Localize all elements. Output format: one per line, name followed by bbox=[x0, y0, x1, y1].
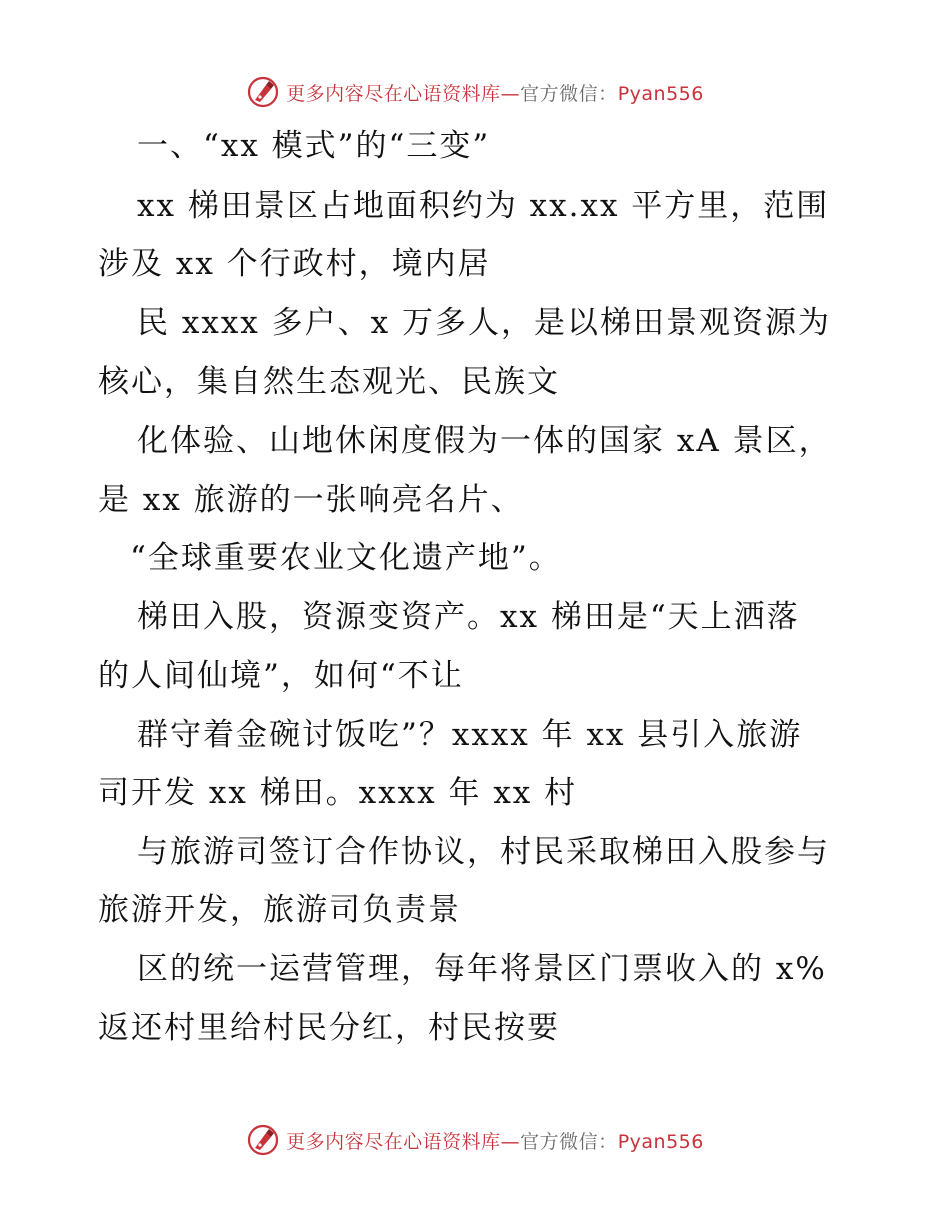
watermark-official: 官方微信： bbox=[520, 82, 618, 105]
header-watermark bbox=[0, 72, 950, 112]
text-line: 司开发 xx 梯田。xxxx 年 xx 村 bbox=[98, 775, 578, 811]
text-line: 与旅游司签订合作协议，村民采取梯田入股参与 bbox=[137, 834, 830, 870]
text-line: 群守着金碗讨饭吃”？xxxx 年 xx 县引入旅游 bbox=[137, 717, 803, 753]
text-line: xx 梯田景区占地面积约为 xx.xx 平方里，范围 bbox=[137, 188, 830, 224]
watermark-brand: 更多内容尽在心语资料库 bbox=[286, 82, 501, 105]
text-line: “全球重要农业文化遗产地”。 bbox=[130, 540, 562, 576]
text-line: 梯田入股，资源变资产。xx 梯田是“天上洒落 bbox=[137, 599, 800, 635]
text-line: 的人间仙境”，如何“不让 bbox=[98, 658, 464, 694]
text-line: 旅游开发，旅游司负责景 bbox=[98, 892, 461, 928]
text-line: 返还村里给村民分红，村民按要 bbox=[98, 1010, 560, 1046]
pen-nib-logo-icon bbox=[246, 75, 280, 109]
watermark-id: Pyan556 bbox=[617, 1130, 704, 1153]
text-line: 民 xxxx 多户、x 万多人，是以梯田景观资源为 bbox=[137, 305, 831, 341]
text-line: 涉及 xx 个行政村，境内居 bbox=[98, 246, 491, 282]
text-line: 一、“xx 模式”的“三变” bbox=[137, 128, 491, 164]
watermark-separator: — bbox=[500, 82, 521, 105]
pen-nib-logo-icon bbox=[246, 1123, 280, 1157]
text-line: 化体验、山地休闲度假为一体的国家 xA 景区， bbox=[137, 423, 832, 459]
footer-watermark bbox=[0, 1120, 950, 1160]
text-line: 核心，集自然生态观光、民族文 bbox=[98, 364, 560, 400]
text-line: 是 xx 旅游的一张响亮名片、 bbox=[98, 482, 524, 518]
text-line: 区的统一运营管理，每年将景区门票收入的 x% bbox=[137, 951, 827, 987]
watermark-separator: — bbox=[500, 1130, 521, 1153]
watermark-id: Pyan556 bbox=[617, 82, 704, 105]
watermark-brand: 更多内容尽在心语资料库 bbox=[286, 1130, 501, 1153]
watermark-official: 官方微信： bbox=[520, 1130, 618, 1153]
